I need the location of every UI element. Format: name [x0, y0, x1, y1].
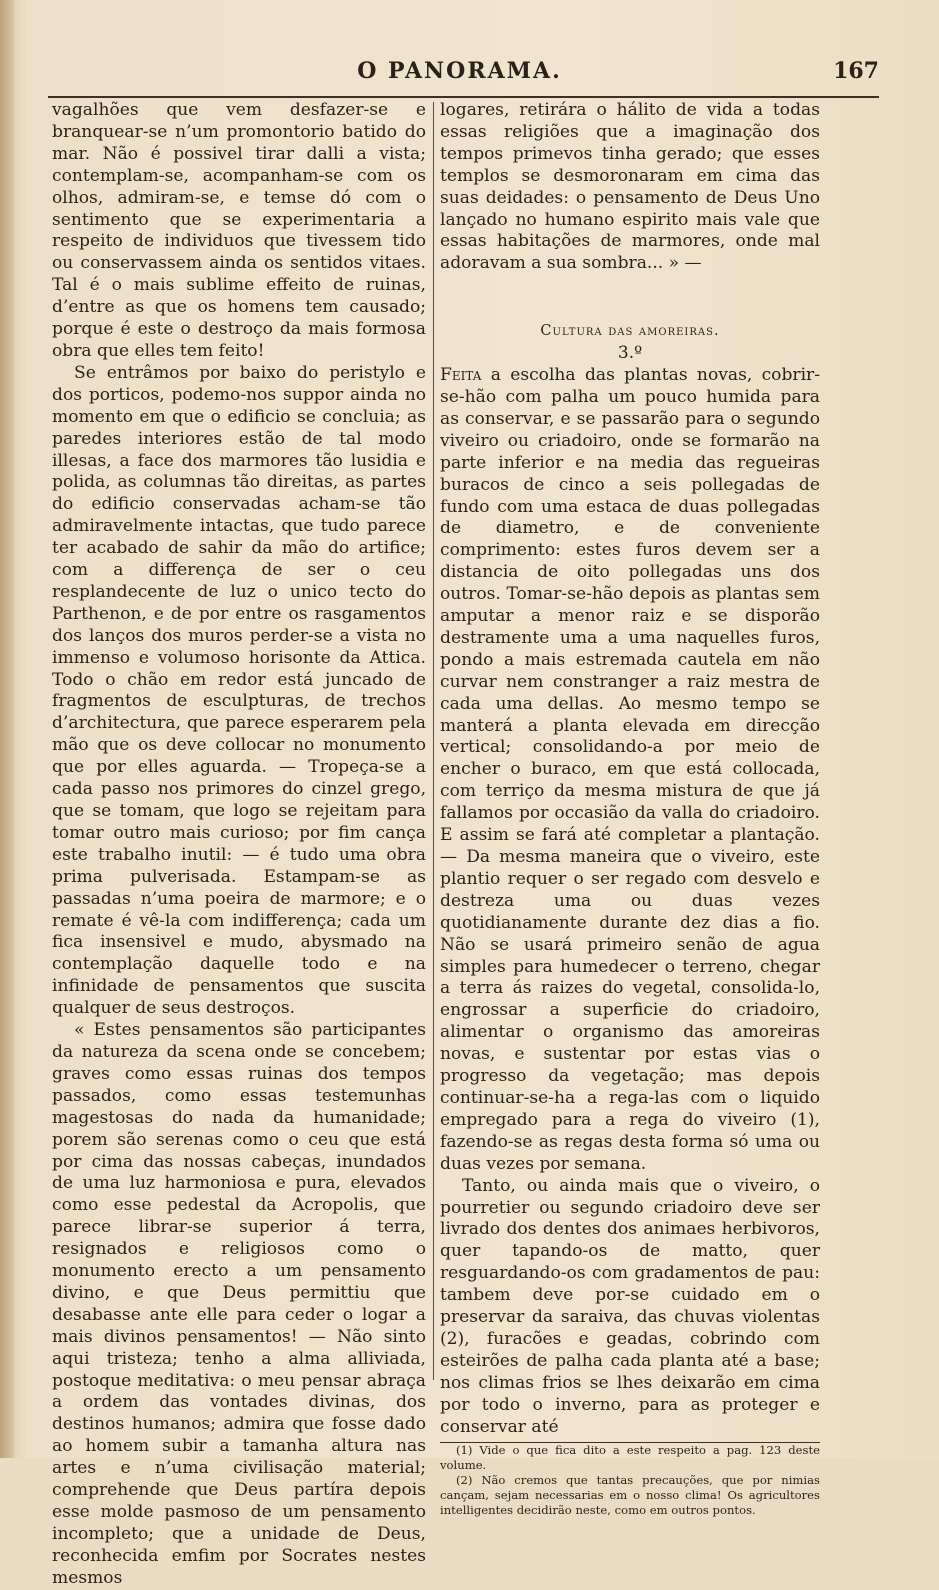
footnote-2: (2) Não cremos que tantas precauções, que por nimias cançam, sejam necessarias em o nosso clima! Os agricultores intelligentes decidirão neste, como em outros pontos.	[440, 1473, 820, 1517]
left-paragraph-3: « Estes pensamentos são participantes da natureza da scena onde se concebem; graves como essas ruinas dos tempos passados, como essas testemunhas magestosas do nada da humanidade; porem são serenas como o ceu que está por cima das nossas cabeças, inundados de uma luz harmoniosa e pura, elevados como esse pedestal da Acropolis, que parece librar-se superior á terra, resignados e religiosos como o monumento erecto a um pensamento divino, e que Deus permittiu que desabasse ante elle para ceder o logar a mais divinos pensamentos! — Não sinto aqui tristeza; tenho a alma alliviada, postoque meditativa: o meu pensar abraça a ordem das vontades divinas, dos destinos humanos; admira que fosse dado ao homem subir a tamanha altura nas artes e n’uma civilisação material; comprehende que Deus partíra depois esse molde pasmoso de um pensamento incompleto; que a unidade de Deus, reconhecida emfim por Socrates nestes mesmos	[52, 1020, 426, 1588]
right-paragraph-1: logares, retirára o hálito de vida a todas essas religiões que a imaginação dos tempos primevos tinha gerado; que esses templos se desmoronaram em cima das suas deidades: o pensamento de Deus Uno lançado no humano espirito mais vale que essas habitações de marmores, onde mal adoravam a sua sombra... » —	[440, 100, 820, 274]
right-paragraph-3: Tanto, ou ainda mais que o viveiro, o pourretier ou segundo criadoiro deve ser livrado dos dentes dos animaes herbivoros, quer tapando-os de matto, quer resguardando-os com gradamentos de pau: tambem deve por-se cuidado em o preservar da saraiva, das chuvas violentas (2), furacões e geadas, cobrindo com esteirões de palha cada planta até a base; nos climas frios se lhes deixarão em cima por todo o inverno, para as proteger e conservar até	[440, 1175, 820, 1437]
header-rule	[48, 96, 879, 98]
left-paragraph-1: vagalhões que vem desfazer-se e branquear-se n’um promontorio batido do mar. Não é possivel tirar dalli a vista; contemplam-se, acompanham-se com os olhos, admiram-se, e temse dó com o sentimento que se experimentaria a respeito de individuos que tivessem tido ou conservassem ainda os sentidos vitaes. Tal é o mais sublime effeito de ruinas, d’entre as que os homens tem causado; porque é este o destroço da mais formosa obra que elles tem feito!	[52, 100, 426, 361]
right-paragraph-2	[440, 365, 820, 1176]
footnote-1: (1) Vide o que fica dito a este respeito a pag. 123 deste volume.	[440, 1443, 820, 1473]
column-separator	[433, 102, 434, 1380]
page-number: 167	[833, 58, 879, 84]
left-column	[52, 100, 426, 1590]
page-header	[40, 58, 879, 92]
section-heading: Cultura das amoreiras.	[540, 323, 720, 340]
journal-title: O PANORAMA.	[357, 58, 562, 84]
left-paragraph-2: Se entrâmos por baixo do peristylo e dos porticos, podemo-nos suppor ainda no momento em que o edificio se concluia; as paredes interiores estão de tal modo illesas, a face dos marmores tão lusidia e polida, as columnas tão direitas, as partes do edificio conservadas acham-se tão admiravelmente intactas, que tudo parece ter acabado de sahir da mão do artifice; com a differença de ser o ceu resplandecente de luz o unico tecto do Parthenon, e de por entre os rasgamentos dos lanços dos muros perder-se a vista no immenso e volumoso horisonte da Attica. Todo o chão em redor está juncado de fragmentos de esculpturas, de trechos d’architectura, que parece esperarem pela mão que os deve collocar no monumento que por elles aguarda. — Tropeça-se a cada passo nos primores do cinzel grego, que se tomam, que logo se rejeitam para tomar outro mais curioso; por fim cança este trabalho inutil: — é tudo uma obra prima pulverisada. Estampam-se as passadas n’uma poeira de marmore; e o remate é vê-la com indifferença; cada um fica insensivel e mudo, abysmado na contemplação daquelle todo e na infinidade de pensamentos que suscita qualquer de seus destroços.	[52, 362, 426, 1019]
right-column	[440, 100, 820, 1517]
right-paragraph-2-text: a escolha das plantas novas, cobrir-se-hão com palha um pouco humida para as conservar, e se passarão para o segundo viveiro ou criadoiro, onde se formarão na parte inferior e na media das regueiras buracos de cinco a seis pollegadas de fundo com uma estaca de duas pollegadas de diametro, e de conveniente comprimento: estes furos devem ser a distancia de oito pollegadas uns dos outros. Tomar-se-hão depois as plantas sem amputar a menor raiz e se disporão destramente uma a uma naquelles furos, pondo a mais estremada cautela em não curvar nem constranger a raiz mestra de cada uma dellas. Ao mesmo tempo se manterá a planta elevada em direcção vertical; consolidando-a por meio de encher o buraco, em que está collocada, com terriço da mesma mistura de que já fallamos por occasião da valla do criadoiro. E assim se fará até completar a plantação. — Da mesma maneira que o viveiro, este plantio requer o ser regado com desvelo e destreza uma ou duas vezes quotidianamente durante dez dias a fio. Não se usará primeiro senão de agua simples para humedecer o terreno, chegar a terra ás raizes do vegetal, consolida-lo, engrossar a superficie do criadoiro, alimentar o organismo das amoreiras novas, e sustentar por estas vias o progresso da vegetação; mas depois continuar-se-ha a rega-las com o liquido empregado para a rega do viveiro (1), fazendo-se as regas desta forma só uma ou duas vezes por semana.	[440, 365, 820, 1174]
section-number: 3.º	[617, 343, 643, 364]
lead-word: Feita	[440, 365, 482, 386]
book-spine-shadow	[0, 0, 14, 1458]
